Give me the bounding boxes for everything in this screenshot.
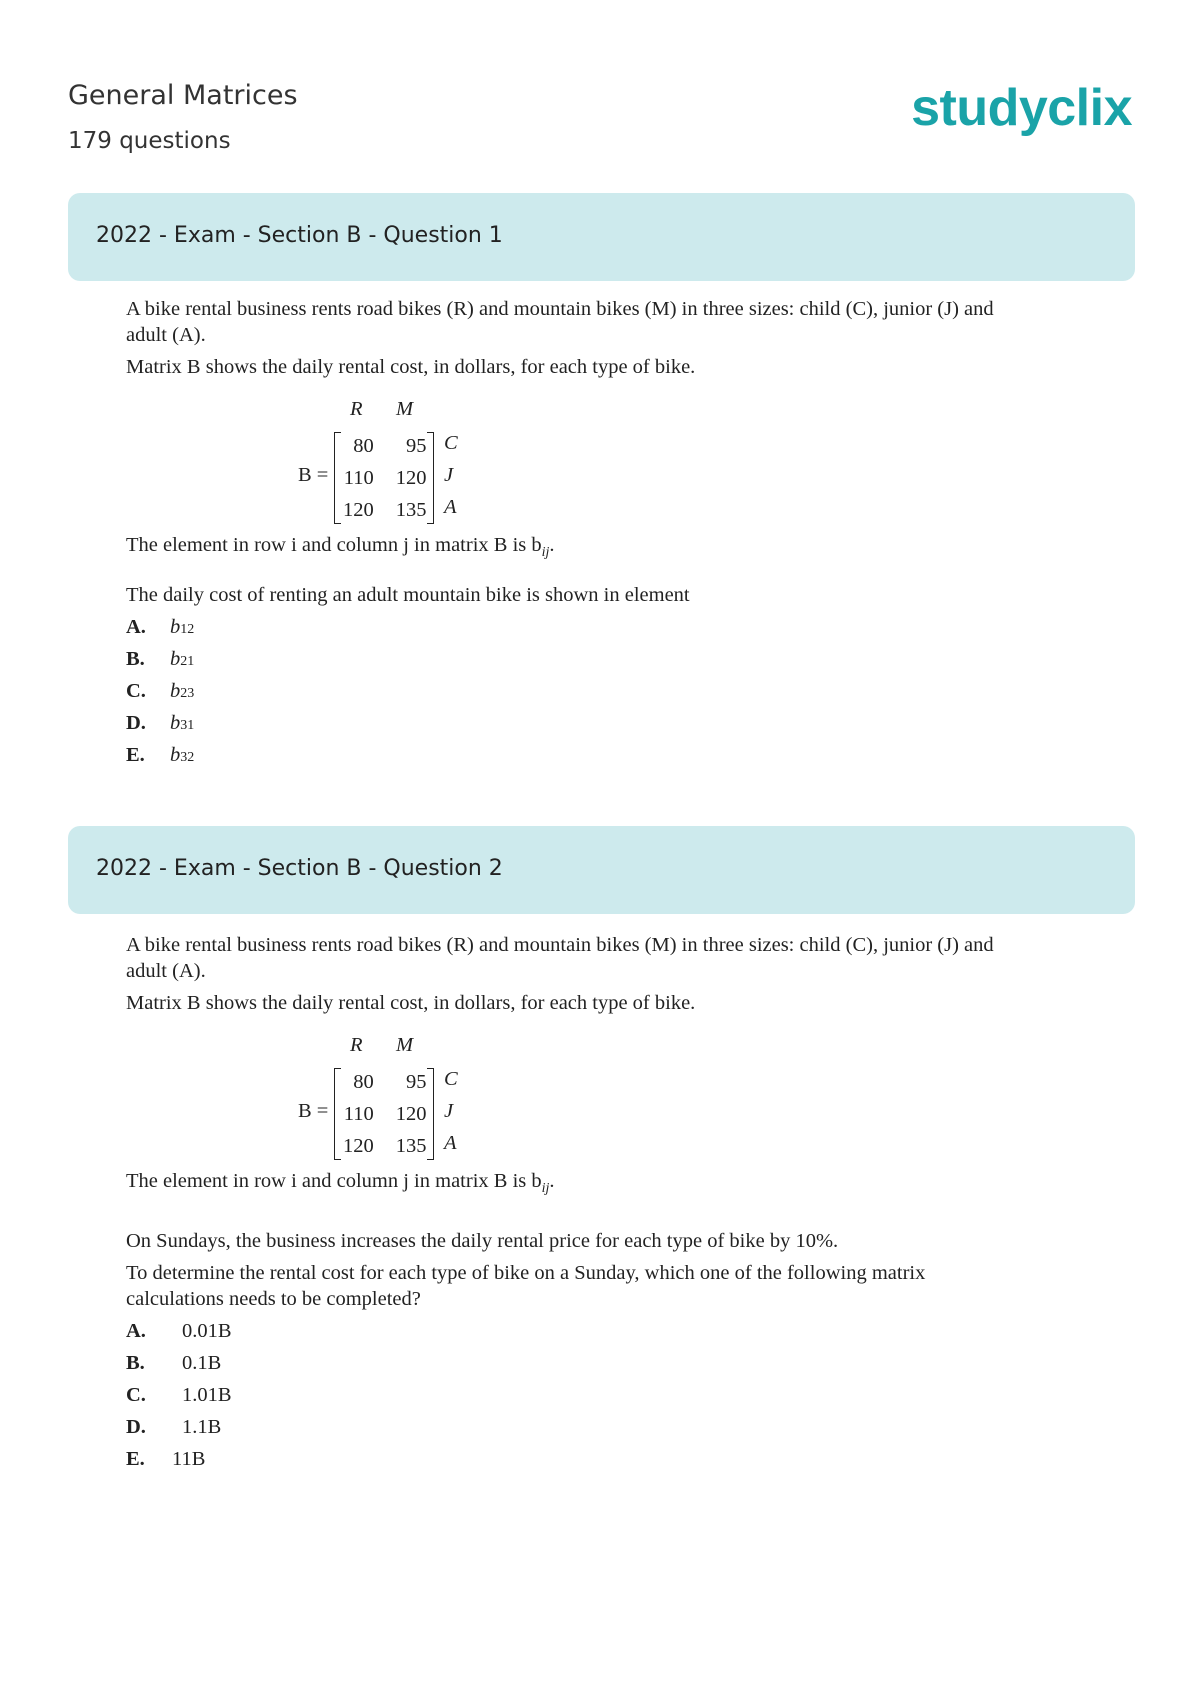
q1-col-label-m: M (396, 398, 414, 420)
matrix-row (339, 462, 431, 494)
q1-intro-line-2: adult (A). (126, 324, 206, 346)
q1-col-label-r: R (350, 398, 363, 420)
q2-element-note: The element in row i and column j in matrix B is $b_{ij}$. (126, 1170, 555, 1197)
question-2-body (126, 932, 1066, 1472)
matrix-cell: 135 (395, 499, 427, 521)
q2-stem-line-2: To determine the rental cost for each type of bike on a Sunday, which one of the following matrix (126, 1262, 926, 1285)
question-1-body (126, 296, 1066, 768)
matrix-cell: 135 (395, 1135, 427, 1157)
q2-option-a[interactable]: A. 0.01B (126, 1320, 232, 1343)
matrix-row (339, 1098, 431, 1130)
question-2-header (68, 826, 1135, 914)
q2-matrix-table (339, 1066, 431, 1162)
q2-matrix-name: B = (298, 1100, 329, 1122)
q1-matrix-table (339, 430, 431, 526)
question-1-heading: 2022 - Exam - Section B - Question 1 (96, 223, 503, 248)
matrix-cell: 110 (343, 1103, 374, 1125)
q2-option-d[interactable]: D. 1.1B (126, 1416, 222, 1439)
q1-element-note: The element in row i and column j in matrix B is $b_{ij}$. (126, 534, 555, 561)
question-count: 179 questions (68, 128, 231, 154)
q1-option-a[interactable]: A. b 12 (126, 616, 195, 639)
matrix-cell: 120 (395, 467, 427, 489)
matrix-cell: 120 (395, 1103, 427, 1125)
q2-matrix-b (126, 1032, 1066, 1157)
matrix-row (339, 430, 431, 462)
q1-intro-line-1: A bike rental business rents road bikes (R) and mountain bikes (M) in three sizes: child (C), junior (J) and (126, 298, 994, 320)
studyclix-logo[interactable]: studyclix (911, 79, 1132, 137)
matrix-cell: 110 (343, 467, 374, 489)
q2-intro-line-2: adult (A). (126, 960, 206, 982)
matrix-cell: 80 (353, 435, 374, 457)
q2-col-label-r: R (350, 1034, 363, 1056)
q1-row-label-j: J (444, 464, 454, 486)
q2-row-label-j: J (444, 1100, 454, 1122)
q2-intro-line-1: A bike rental business rents road bikes (R) and mountain bikes (M) in three sizes: child (C), junior (J) and (126, 934, 994, 956)
q1-stem: The daily cost of renting an adult mountain bike is shown in element (126, 584, 690, 607)
q2-option-e[interactable]: E. 11B (126, 1448, 206, 1471)
q1-option-d[interactable]: D. b 31 (126, 712, 195, 735)
matrix-cell: 95 (406, 435, 427, 457)
q1-matrix-name: B = (298, 464, 329, 486)
document-title: General Matrices (68, 80, 298, 111)
q2-stem-line-1: On Sundays, the business increases the daily rental price for each type of bike by 10%. (126, 1230, 839, 1253)
q1-right-bracket (427, 432, 434, 524)
matrix-cell: 120 (343, 499, 374, 521)
q1-intro-matrix: Matrix B shows the daily rental cost, in dollars, for each type of bike. (126, 356, 696, 378)
q2-intro-matrix: Matrix B shows the daily rental cost, in dollars, for each type of bike. (126, 992, 696, 1014)
matrix-cell: 95 (406, 1071, 427, 1093)
matrix-row (339, 1066, 431, 1098)
q2-row-label-c: C (444, 1068, 458, 1090)
q2-option-b[interactable]: B. 0.1B (126, 1352, 222, 1375)
q2-col-label-m: M (396, 1034, 414, 1056)
question-2-heading: 2022 - Exam - Section B - Question 2 (96, 856, 503, 881)
q1-option-c[interactable]: C. b 23 (126, 680, 195, 703)
q1-row-label-a: A (444, 496, 457, 518)
matrix-cell: 120 (343, 1135, 374, 1157)
q2-row-label-a: A (444, 1132, 457, 1154)
q1-option-e[interactable]: E. b 32 (126, 744, 195, 767)
matrix-row (339, 494, 431, 526)
q2-option-c[interactable]: C. 1.01B (126, 1384, 232, 1407)
matrix-row (339, 1130, 431, 1162)
question-1-header (68, 193, 1135, 281)
q2-stem-line-3: calculations needs to be completed? (126, 1288, 421, 1311)
q2-right-bracket (427, 1068, 434, 1160)
q1-row-label-c: C (444, 432, 458, 454)
q1-matrix-b (126, 396, 1066, 521)
q1-option-b[interactable]: B. b 21 (126, 648, 195, 671)
matrix-cell: 80 (353, 1071, 374, 1093)
